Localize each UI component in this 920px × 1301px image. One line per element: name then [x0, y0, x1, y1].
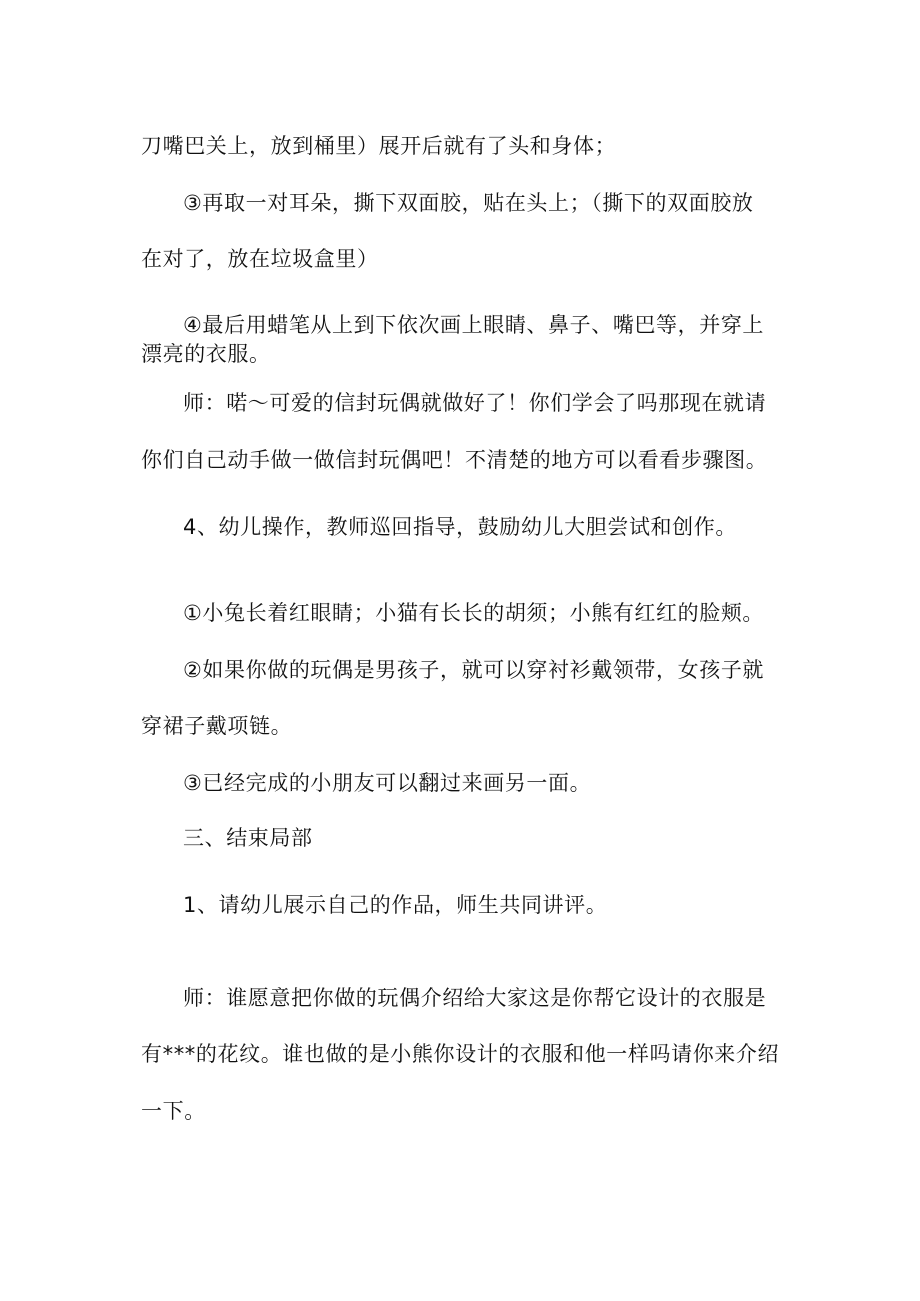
text-line-11: 穿裙子戴项链。 — [141, 714, 293, 738]
text-line-12: ③已经完成的小朋友可以翻过来画另一面。 — [183, 771, 592, 795]
text-line-10: ②如果你做的玩偶是男孩子，就可以穿衬衫戴领带，女孩子就 — [183, 658, 765, 682]
text-line-16: 有***的花纹。谁也做的是小熊你设计的衣服和他一样吗请你来介绍 — [141, 1042, 780, 1066]
text-line-2: ③再取一对耳朵，撕下双面胶，贴在头上；（撕下的双面胶放 — [183, 191, 754, 215]
text-line-15: 师：谁愿意把你做的玩偶介绍给大家这是你帮它设计的衣服是 — [183, 986, 767, 1010]
text-line-5: 漂亮的衣服。 — [141, 342, 271, 366]
text-line-6: 师：喏～可爱的信封玩偶就做好了！你们学会了吗那现在就请 — [183, 391, 767, 415]
text-line-14: 1、请幼儿展示自己的作品，师生共同讲评。 — [183, 893, 608, 917]
text-line-17: 一下。 — [141, 1099, 206, 1123]
text-line-7: 你们自己动手做一做信封玩偶吧！不清楚的地方可以看看步骤图。 — [141, 448, 768, 472]
text-line-8: 4、幼儿操作，教师巡回指导，鼓励幼儿大胆尝试和创作。 — [183, 515, 737, 539]
section-heading: 三、结束局部 — [183, 826, 313, 850]
text-line-1: 刀嘴巴关上，放到桶里）展开后就有了头和身体； — [141, 134, 617, 158]
text-line-4: ④最后用蜡笔从上到下依次画上眼睛、鼻子、嘴巴等，并穿上 — [183, 313, 765, 337]
text-line-9: ①小兔长着红眼睛；小猫有长长的胡须；小熊有红红的脸颊。 — [183, 601, 765, 625]
text-line-3: 在对了，放在垃圾盒里） — [141, 247, 379, 271]
